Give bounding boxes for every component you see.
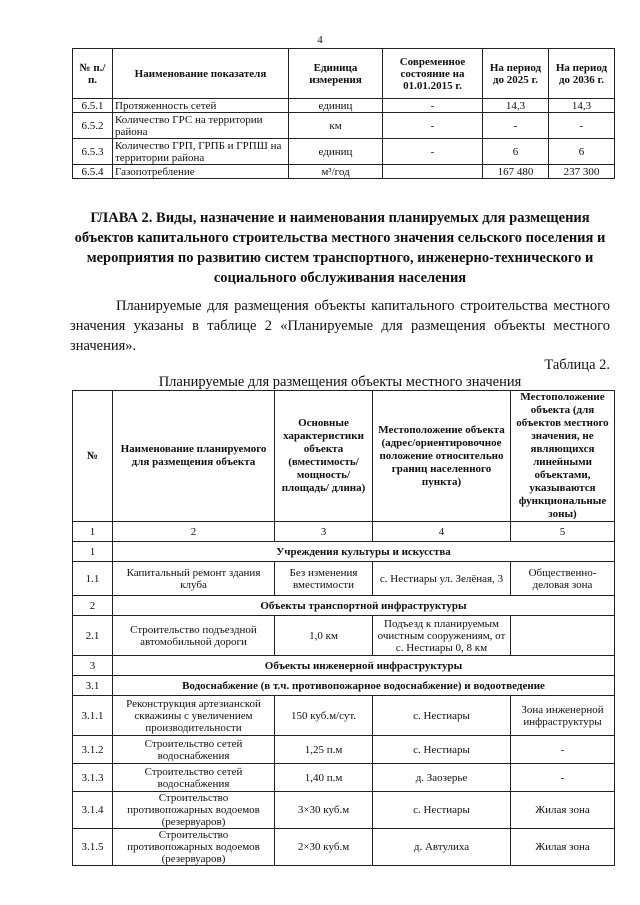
table-cell: Протяженность сетей — [113, 99, 289, 113]
table-cell: с. Нестиары — [373, 736, 511, 764]
table-cell: Количество ГРС на территории района — [113, 113, 289, 139]
table-cell: 6 — [549, 139, 615, 165]
subsection-row — [73, 676, 615, 696]
table-cell — [383, 165, 483, 179]
table-cell: с. Нестиары — [373, 696, 511, 736]
table-row — [73, 113, 615, 139]
table-cell: 2.1 — [73, 616, 113, 656]
header-cell: Единица измерения — [289, 49, 383, 99]
page-number: 4 — [317, 34, 323, 46]
column-number-row — [73, 522, 615, 542]
table-cell: Капитальный ремонт здания клуба — [113, 562, 275, 596]
table-cell: Строительство противопожарных водоемов (резервуаров) — [113, 829, 275, 866]
table-row — [73, 616, 615, 656]
table-cell: - — [483, 113, 549, 139]
table-cell: Строительство противопожарных водоемов (резервуаров) — [113, 792, 275, 829]
table-cell: - — [383, 139, 483, 165]
section-row — [73, 596, 615, 616]
chapter-title: ГЛАВА 2. Виды, назначение и наименования планируемых для размещения объектов капитального строительства местного значения сельского поселения и мероприятия по развитию систем транспортного, инженерно-технического и социального обслуживания населения — [74, 210, 606, 286]
table-cell: 3.1.4 — [73, 792, 113, 829]
section-title: Объекты транспортной инфраструктуры — [113, 596, 615, 616]
table-cell: - — [511, 764, 615, 792]
planned-objects-table — [72, 390, 615, 866]
table-header-row — [73, 49, 615, 99]
table-cell: км — [289, 113, 383, 139]
table-number: Таблица 2. — [544, 357, 610, 373]
table-cell: 6.5.3 — [73, 139, 113, 165]
table-cell: Строительство сетей водоснабжения — [113, 764, 275, 792]
table-cell: 2 — [73, 596, 113, 616]
table-cell: Жилая зона — [511, 792, 615, 829]
table-cell: 5 — [511, 522, 615, 542]
table-cell: Зона инженерной инфраструктуры — [511, 696, 615, 736]
table-cell: 4 — [373, 522, 511, 542]
table-cell: 3 — [73, 656, 113, 676]
header-cell: № — [73, 391, 113, 522]
table-row — [73, 99, 615, 113]
header-cell: Наименование планируемого для размещения объекта — [113, 391, 275, 522]
table-cell: 1 — [73, 522, 113, 542]
table-cell: Газопотребление — [113, 165, 289, 179]
table-cell: с. Нестиары — [373, 792, 511, 829]
table-cell: Строительство подъездной автомобильной дороги — [113, 616, 275, 656]
table-cell: 1,0 км — [275, 616, 373, 656]
table-cell: с. Нестиары ул. Зелёная, 3 — [373, 562, 511, 596]
table-title: Планируемые для размещения объекты местного значения — [158, 374, 522, 390]
table-cell: - — [383, 99, 483, 113]
header-cell: Основные характеристики объекта (вместимость/ мощность/ площадь/ длина) — [275, 391, 373, 522]
table-cell: - — [383, 113, 483, 139]
table-cell: 6 — [483, 139, 549, 165]
table-row — [73, 139, 615, 165]
indicators-table — [72, 48, 615, 179]
header-cell: Местоположение объекта (для объектов местного значения, не являющихся линейными объектами, указываются функциональные зоны) — [511, 391, 615, 522]
table-cell: 2 — [113, 522, 275, 542]
table-cell: Количество ГРП, ГРПБ и ГРПШ на территории района — [113, 139, 289, 165]
table-row — [73, 736, 615, 764]
intro-paragraph: Планируемые для размещения объекты капитального строительства местного значения указаны в таблице 2 «Планируемые для размещения объекты местного значения». — [70, 298, 610, 354]
table-cell: 1 — [73, 542, 113, 562]
table-cell: Без изменения вместимости — [275, 562, 373, 596]
section-row — [73, 656, 615, 676]
table-cell: 1.1 — [73, 562, 113, 596]
table-cell: 150 куб.м/сут. — [275, 696, 373, 736]
table-cell: 2×30 куб.м — [275, 829, 373, 866]
table-cell: 6.5.2 — [73, 113, 113, 139]
table-row — [73, 792, 615, 829]
table-cell: 3.1.2 — [73, 736, 113, 764]
table-cell: 14,3 — [549, 99, 615, 113]
table-cell: 3 — [275, 522, 373, 542]
table-cell: 6.5.4 — [73, 165, 113, 179]
table-row — [73, 562, 615, 596]
header-cell: № п./п. — [73, 49, 113, 99]
table-row — [73, 764, 615, 792]
table-cell — [511, 616, 615, 656]
section-title: Учреждения культуры и искусства — [113, 542, 615, 562]
table-cell: м³/год — [289, 165, 383, 179]
table-cell: Реконструкция артезианской скважины с увеличением производительности — [113, 696, 275, 736]
section-title: Объекты инженерной инфраструктуры — [113, 656, 615, 676]
section-title: Водоснабжение (в т.ч. противопожарное водоснабжение) и водоотведение — [113, 676, 615, 696]
header-cell: Современное состояние на 01.01.2015 г. — [383, 49, 483, 99]
header-cell: Местоположение объекта (адрес/ориентировочное положение относительно границ населенного пункта) — [373, 391, 511, 522]
table-cell: Общественно-деловая зона — [511, 562, 615, 596]
table-row — [73, 829, 615, 866]
table-cell: Подъезд к планируемым очистным сооружениям, от с. Нестиары 0, 8 км — [373, 616, 511, 656]
table-cell: Строительство сетей водоснабжения — [113, 736, 275, 764]
table-cell: 3.1.5 — [73, 829, 113, 866]
table-cell: единиц — [289, 139, 383, 165]
table-cell: д. Автулиха — [373, 829, 511, 866]
table-cell: - — [549, 113, 615, 139]
table-header-row — [73, 391, 615, 522]
table-cell: - — [511, 736, 615, 764]
table-cell: 167 480 — [483, 165, 549, 179]
table-cell: 3.1.3 — [73, 764, 113, 792]
header-cell: На период до 2036 г. — [549, 49, 615, 99]
table-cell: 1,25 п.м — [275, 736, 373, 764]
table-cell: 237 300 — [549, 165, 615, 179]
table-cell: 3.1 — [73, 676, 113, 696]
section-row — [73, 542, 615, 562]
table-cell: 3×30 куб.м — [275, 792, 373, 829]
table-cell: 1,40 п.м — [275, 764, 373, 792]
table-cell: 6.5.1 — [73, 99, 113, 113]
table-cell: Жилая зона — [511, 829, 615, 866]
table-cell: 3.1.1 — [73, 696, 113, 736]
table-cell: единиц — [289, 99, 383, 113]
table-row — [73, 696, 615, 736]
header-cell: На период до 2025 г. — [483, 49, 549, 99]
table-cell: д. Заозерье — [373, 764, 511, 792]
table-cell: 14,3 — [483, 99, 549, 113]
table-row — [73, 165, 615, 179]
header-cell: Наименование показателя — [113, 49, 289, 99]
